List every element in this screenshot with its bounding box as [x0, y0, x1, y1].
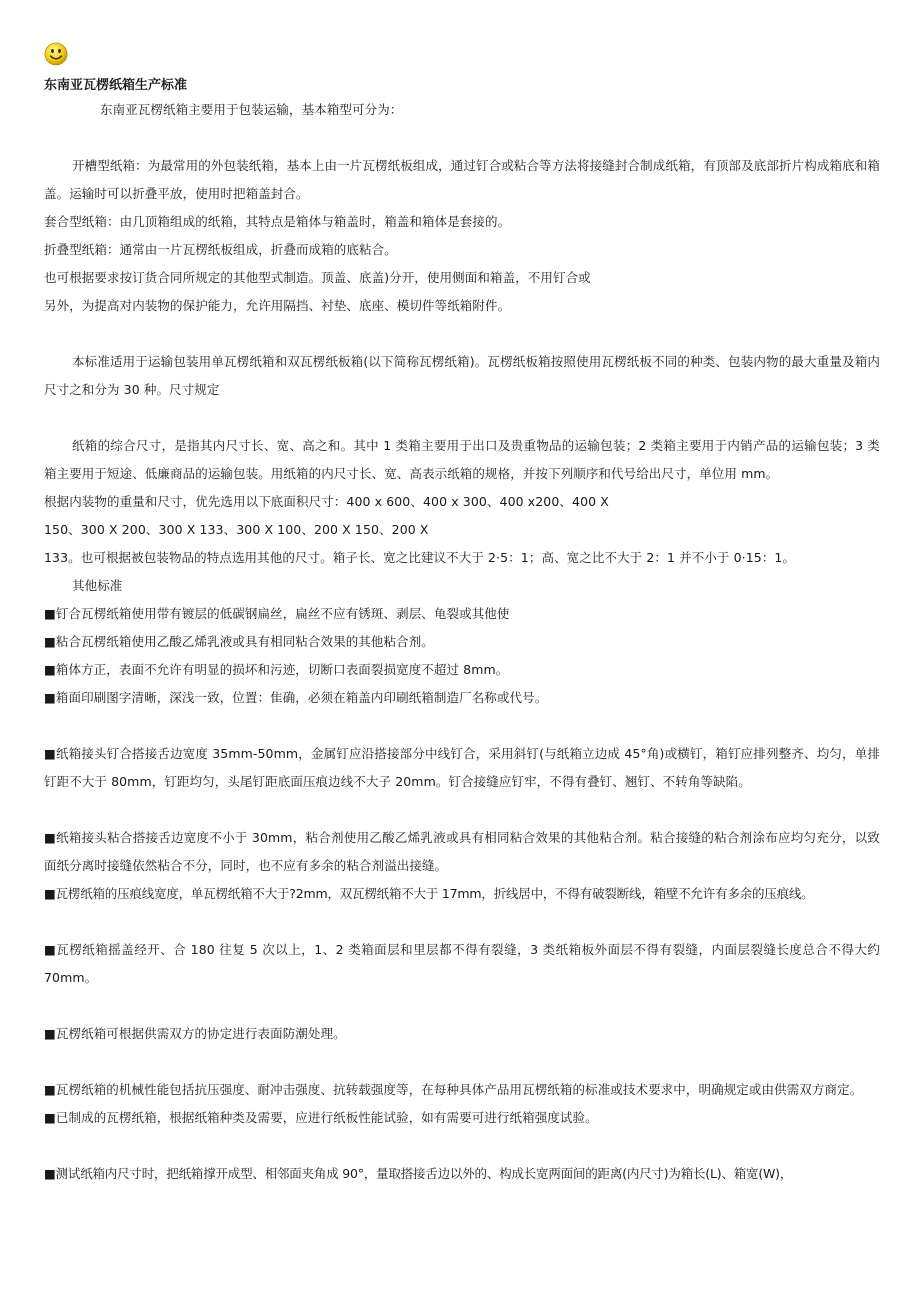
standard-item: ■纸箱接头钉合搭接舌边宽度 35mm-50mm，金属钉应沿搭接部分中线钉合，采用斜钉(与纸箱立边成 45°角)或横钉，箱钉应排列整齐、均匀，单排钉距不大于 80mm，钉距均匀，头尾钉距底面压痕边线不大子 20mm。钉合接缝应钉牢，不得有叠钉、翘钉、不转角等缺陷。 [44, 746, 880, 789]
box-accessories: 另外，为提高对内装物的保护能力，允许用隔挡、衬垫、底座、模切件等纸箱附件。 [44, 298, 511, 313]
standard-item: ■钉合瓦楞纸箱使用带有镀层的低碳钢扁丝，扁丝不应有锈斑、剥层、龟裂或其他使 [44, 606, 510, 621]
standard-item: ■瓦楞纸箱可根据供需双方的协定进行表面防潮处理。 [44, 1026, 346, 1041]
document-page [44, 42, 880, 1188]
intro-paragraph: 东南亚瓦楞纸箱主要用于包装运输，基本箱型可分为： [100, 102, 403, 117]
standard-item: ■箱面印刷图字清晰，深浅一致，位置：隹确，必须在箱盖内印刷纸箱制造厂名称或代号。 [44, 690, 548, 705]
size-preferred-line2: 150、300 X 200、300 X 133、300 X 100、200 X 150、200 X [44, 522, 429, 537]
box-type-telescope: 套合型纸箱：由几顶箱组成的纸箱，其特点是箱体与箱盖时，箱盖和箱体是套接的。 [44, 214, 511, 229]
smiley-icon [44, 42, 68, 66]
size-paragraph: 纸箱的综合尺寸，是指其内尺寸长、宽、高之和。其中 1 类箱主要用于出口及贵重物品的运输包装；2 类箱主要用于内销产品的运输包装；3 类箱主要用于短途、低廉商品的运输包装。用纸箱的内尺寸长、宽、高表示纸箱的规格，并按下列顺序和代号给出尺寸，单位用 mm。 [44, 438, 880, 481]
scope-paragraph: 本标准适用于运输包装用单瓦楞纸箱和双瓦楞纸板箱(以下简称瓦楞纸箱)。瓦楞纸板箱按照使用瓦楞纸板不同的种类、包装内物的最大重量及箱内尺寸之和分为 30 种。尺寸规定 [44, 354, 880, 397]
standard-item: ■纸箱接头粘合搭接舌边宽度不小于 30mm，粘合剂使用乙酸乙烯乳液或具有相同粘合效果的其他粘合剂。粘合接缝的粘合剂涂布应均匀充分，以致面纸分离时接缝依然粘合不分，同时，也不应有多余的粘合剂溢出接缝。 [44, 830, 880, 873]
other-standards-heading: 其他标准 [72, 578, 123, 593]
standard-item: ■测试纸箱内尺寸时，把纸箱撑开成型、相邻面夹角成 90°，量取搭接舌边以外的、构成长宽两面间的距离(内尺寸)为箱长(L)、箱宽(W)， [44, 1166, 793, 1181]
standard-item: ■粘合瓦楞纸箱使用乙酸乙烯乳液或具有相同粘合效果的其他粘合剂。 [44, 634, 434, 649]
standard-item: ■已制成的瓦楞纸箱，根据纸箱种类及需要，应进行纸板性能试验，如有需要可进行纸箱强度试验。 [44, 1110, 598, 1125]
standard-item: ■瓦楞纸箱的机械性能包括抗压强度、耐冲击强度、抗转载强度等，在每种具体产品用瓦楞纸箱的标准或技术要求中，明确规定或由供需双方商定。 [44, 1082, 863, 1097]
document-title: 东南亚瓦楞纸箱生产标准 [44, 78, 188, 93]
standard-item: ■箱体方正，表面不允许有明显的损坏和污迹，切断口表面裂损宽度不超过 8mm。 [44, 662, 509, 677]
box-type-slotted: 开槽型纸箱：为最常用的外包装纸箱，基本上由一片瓦楞纸板组成，通过钉合或粘合等方法将接缝封合制成纸箱，有顶部及底部折片构成箱底和箱盖。运输时可以折叠平放，使用时把箱盖封合。 [44, 158, 880, 201]
standard-item: ■瓦楞纸箱的压痕线宽度，单瓦楞纸箱不大于?2mm，双瓦楞纸箱不大于 17mm，折线居中，不得有破裂断线，箱壁不允许有多余的压痕线。 [44, 886, 814, 901]
size-ratio-line: 133。也可根据被包装物品的特点选用其他的尺寸。箱子长、宽之比建议不大于 2·5：1；高、宽之比不大于 2：1 并不小于 0·15：1。 [44, 550, 796, 565]
standard-item: ■瓦楞纸箱摇盖经开、合 180 往复 5 次以上，1、2 类箱面层和里层都不得有裂缝，3 类纸箱板外面层不得有裂缝，内面层裂缝长度总合不得大约 70mm。 [44, 942, 880, 985]
box-type-other: 也可根据要求按订货合同所规定的其他型式制造。顶盖、底盖)分开，使用侧面和箱盖，不用钉合或 [44, 270, 591, 285]
size-preferred-line1: 根据内装物的重量和尺寸，优先选用以下底面积尺寸：400 x 600、400 x 300、400 x200、400 X [44, 494, 609, 509]
box-type-folding: 折叠型纸箱：通常由一片瓦楞纸板组成，折叠而成箱的底粘合。 [44, 242, 397, 257]
